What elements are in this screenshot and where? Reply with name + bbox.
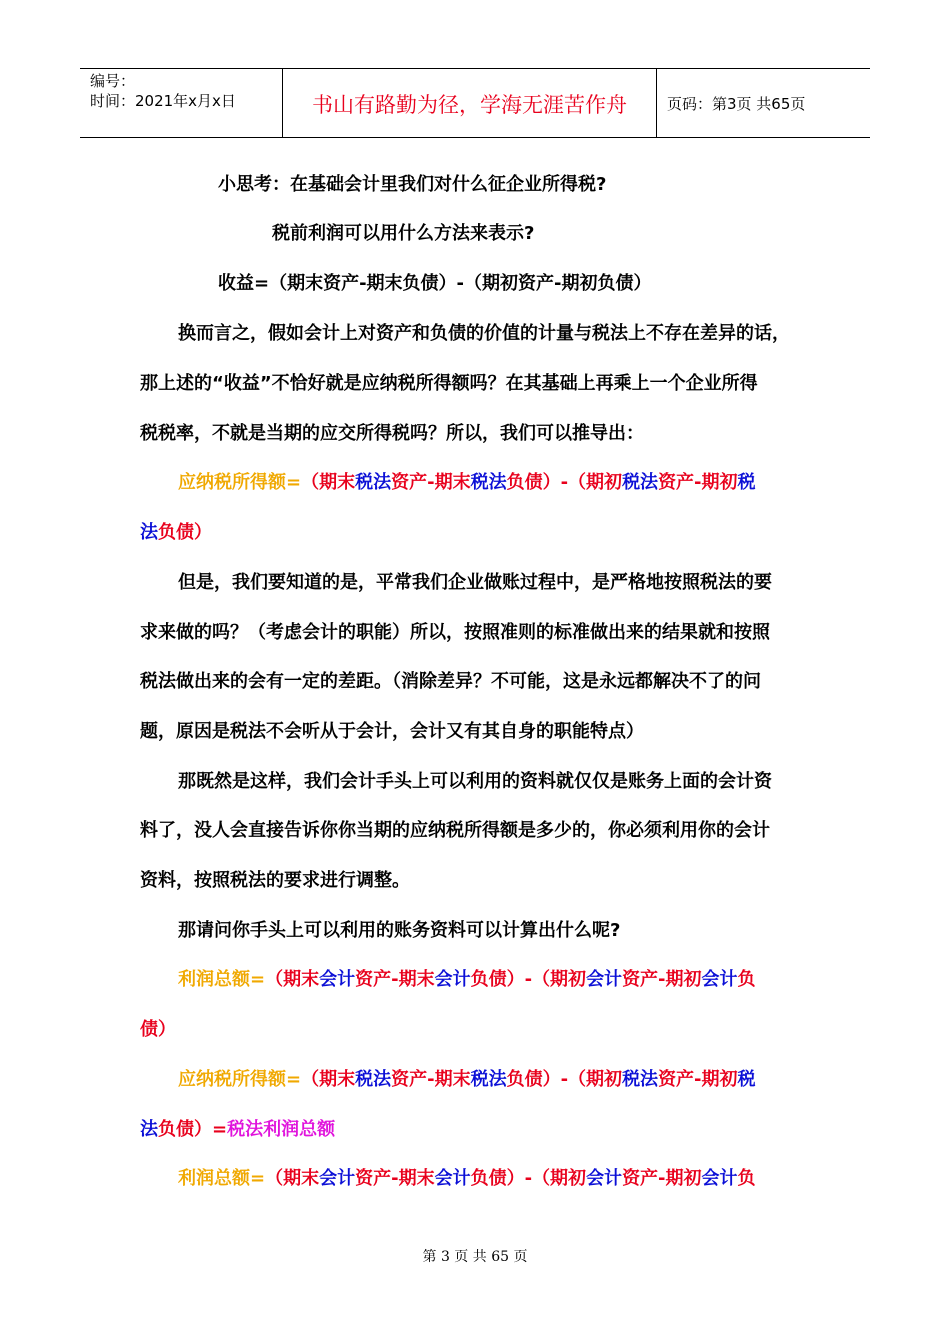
taxable-income-formula-1-line-2 xyxy=(140,521,212,545)
formula-term: 利润总额= xyxy=(178,1168,266,1189)
paragraph-2-line-1: 但是，我们要知道的是，平常我们企业做账过程中，是严格地按照税法的要 xyxy=(178,572,772,593)
formula-term: 资产-期末 xyxy=(391,1069,471,1090)
document-date-label: 时间：2021年x月x日 xyxy=(90,92,236,110)
formula-term: 负债） xyxy=(158,522,212,543)
formula-term: （期末 xyxy=(301,1069,356,1090)
header-page-info: 页码：第3页 共65页 xyxy=(667,95,806,113)
formula-term: 税法 xyxy=(470,1069,507,1090)
question-line-3: 那请问你手头上可以利用的账务资料可以计算出什么呢? xyxy=(178,920,621,941)
formula-term: 资产-期初 xyxy=(622,1168,702,1189)
paragraph-1-line-1: 换而言之，假如会计上对资产和负债的价值的计量与税法上不存在差异的话， xyxy=(178,323,790,344)
formula-term: 税法 xyxy=(622,472,659,493)
formula-term: 资产-期末 xyxy=(391,472,471,493)
formula-term: 资产-期末 xyxy=(355,1168,435,1189)
formula-term: 税法利润总额 xyxy=(227,1119,336,1140)
formula-term: 负 xyxy=(737,969,756,990)
paragraph-2-line-4: 题，原因是税法不会听从于会计，会计又有其自身的职能特点） xyxy=(140,721,644,742)
formula-term: 法 xyxy=(140,1119,158,1140)
formula-term: 会计 xyxy=(319,969,356,990)
formula-term: 资产-期初 xyxy=(658,472,738,493)
formula-term: （期末 xyxy=(265,969,320,990)
paragraph-3-line-3: 资料，按照税法的要求进行调整。 xyxy=(140,870,410,891)
header-motto: 书山有路勤为径，学海无涯苦作舟 xyxy=(312,93,627,117)
profit-formula-1-line-1 xyxy=(178,968,756,992)
question-line-2: 税前利润可以用什么方法来表示? xyxy=(272,223,535,244)
header-meta-cell xyxy=(80,69,283,137)
formula-term: 负债）= xyxy=(158,1119,228,1140)
formula-term: 资产-期末 xyxy=(355,969,435,990)
taxable-income-formula-2-line-1 xyxy=(178,1068,756,1092)
page-footer: 第 3 页 共 65 页 xyxy=(422,1249,528,1265)
formula-term: 负债）-（期初 xyxy=(470,969,587,990)
paragraph-2-line-3: 税法做出来的会有一定的差距。（消除差异？不可能，这是永远都解决不了的问 xyxy=(140,671,761,692)
formula-term: 会计 xyxy=(434,1168,471,1189)
header-motto-cell xyxy=(283,69,657,137)
formula-term: 税法 xyxy=(470,472,507,493)
formula-term: 债） xyxy=(140,1019,176,1040)
taxable-income-formula-2-line-2 xyxy=(140,1118,335,1142)
paragraph-3-line-2: 料了，没人会直接告诉你你当期的应纳税所得额是多少的，你必须利用你的会计 xyxy=(140,820,770,841)
formula-term: 法 xyxy=(140,522,158,543)
formula-term: （期末 xyxy=(301,472,356,493)
formula-term: 税法 xyxy=(355,472,392,493)
formula-term: 税 xyxy=(737,472,756,493)
formula-term: 负债）-（期初 xyxy=(470,1168,587,1189)
formula-term: 应纳税所得额= xyxy=(178,1069,302,1090)
formula-term: 会计 xyxy=(586,969,623,990)
formula-term: 会计 xyxy=(701,1168,738,1189)
profit-formula-1-line-2 xyxy=(140,1018,176,1042)
formula-term: （期末 xyxy=(265,1168,320,1189)
header-page-cell xyxy=(657,69,870,137)
question-line-1: 小思考：在基础会计里我们对什么征企业所得税? xyxy=(218,174,607,195)
formula-term: 资产-期初 xyxy=(622,969,702,990)
formula-term: 税法 xyxy=(622,1069,659,1090)
paragraph-2-line-2: 求来做的吗？（考虑会计的职能）所以，按照准则的标准做出来的结果就和按照 xyxy=(140,622,770,643)
formula-term: 会计 xyxy=(434,969,471,990)
document-header xyxy=(80,68,870,138)
profit-formula-2-line-1 xyxy=(178,1167,756,1191)
paragraph-1-line-3: 税税率，不就是当期的应交所得税吗？所以，我们可以推导出： xyxy=(140,423,644,444)
formula-term: 税法 xyxy=(355,1069,392,1090)
formula-term: 税 xyxy=(737,1069,756,1090)
formula-term: 负债）-（期初 xyxy=(506,1069,623,1090)
formula-term: 会计 xyxy=(586,1168,623,1189)
formula-term: 利润总额= xyxy=(178,969,266,990)
formula-term: 负 xyxy=(737,1168,756,1189)
formula-term: 会计 xyxy=(701,969,738,990)
formula-term: 负债）-（期初 xyxy=(506,472,623,493)
income-formula: 收益=（期末资产-期末负债）-（期初资产-期初负债） xyxy=(218,273,652,294)
formula-term: 资产-期初 xyxy=(658,1069,738,1090)
taxable-income-formula-1-line-1 xyxy=(178,471,756,495)
formula-term: 会计 xyxy=(319,1168,356,1189)
document-number-label: 编号： xyxy=(90,72,136,90)
paragraph-3-line-1: 那既然是这样，我们会计手头上可以利用的资料就仅仅是账务上面的会计资 xyxy=(178,771,772,792)
paragraph-1-line-2: 那上述的“收益”不恰好就是应纳税所得额吗？在其基础上再乘上一个企业所得 xyxy=(140,373,758,394)
formula-term: 应纳税所得额= xyxy=(178,472,302,493)
